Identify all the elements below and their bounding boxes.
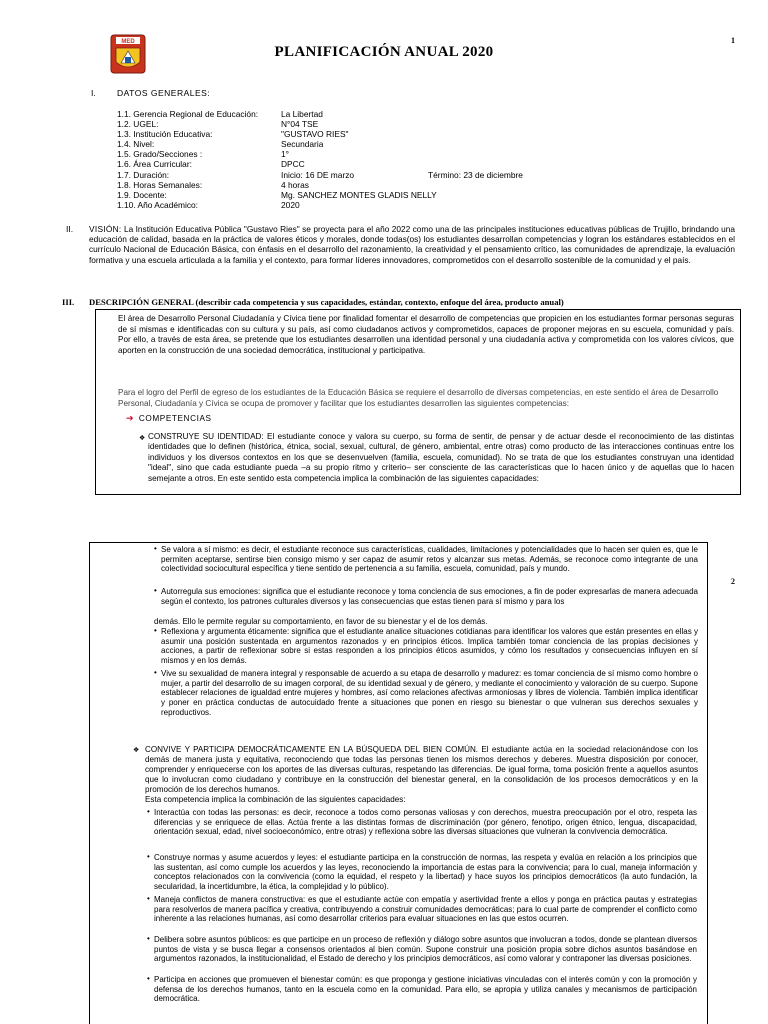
field-value: 4 horas bbox=[281, 179, 309, 190]
capacity-valora: Se valora a sí mismo: es decir, el estudiante reconoce sus características, cualidades, limitaciones y potencialidades que lo hacen ser quien es, que le permiten aceptarse, sentirse bien consigo mismo y ser capaz de asumir retos y alcanzar sus metas. Además, se reconoce como integrante de una colectividad sociocultural específica y tiene sentido de pertenencia a su familia, escuela, comunidad, país y mundo. bbox=[161, 545, 698, 574]
bullet-icon: • bbox=[147, 974, 150, 983]
bullet-icon: • bbox=[154, 668, 157, 677]
vision-label: VISIÓN: bbox=[89, 224, 122, 234]
competency-convive-text: CONVIVE Y PARTICIPA DEMOCRÁTICAMENTE EN LA BÚSQUEDA DEL BIEN COMÚN. El estudiante actúa en la sociedad relacionándose con los demás de manera justa y equitativa, reconociendo que todas las personas tienen los mismos derechos y deberes. Muestra disposición por conocer, comprender y enriquecerse con los aportes de las diversas culturas, respetando las diferencias. De igual forma, toma posición frente a aquellos asuntos que lo involucran como ciudadano y contribuye en la construcción del bienestar general, en la consolidación de los procesos democráticos y en la promoción de los derechos humanos. bbox=[145, 745, 698, 794]
arrow-bullet-icon: ➔ bbox=[126, 413, 135, 423]
description-box bbox=[95, 309, 741, 495]
capacity-item: Participa en acciones que promueven el bienestar común: es que proponga y gestione iniciativas vinculadas con el interés común y con la promoción y defensa de los derechos humanos, tanto en la escuela como en la comunidad. Para ello, se apropia y utiliza canales y mecanismos de participación democrática. bbox=[154, 975, 697, 1004]
document-title: PLANIFICACIÓN ANUAL 2020 bbox=[274, 44, 494, 60]
field-label: 1.7. Duración: bbox=[117, 169, 170, 180]
section-title: DATOS GENERALES: bbox=[117, 88, 211, 98]
end-date: Término: 23 de diciembre bbox=[428, 169, 523, 180]
capacity-item: Construye normas y asume acuerdos y leyes: el estudiante participa en la construcción de normas, las respeta y evalúa en relación a los principios que las sustentan, así como cumple los acuerdos y las leyes, reconociendo la importancia de estas para la convivencia; para lo cual, maneja información y conceptos relacionados con la convivencia (como la equidad, el respeto y la libertad) y hace suyos los principios democráticos (la auto fundación, la secularidad, la incertidumbre, la ética, la complejidad y lo público). bbox=[154, 853, 697, 891]
page-number: 1 bbox=[731, 36, 735, 45]
field-value: La Libertad bbox=[281, 109, 323, 119]
bullet-icon: • bbox=[154, 586, 157, 595]
capacity-reflexiona: Reflexiona y argumenta éticamente: significa que el estudiante analice situaciones cotidianas para identificar los valores que están presentes en ellas y asumir una posición sustentada en argumentos razonados y en principios éticos. Implica también tomar conciencia de las propias decisiones y acciones, a partir de reflexionar sobre si estas responden a los principios éticos asumidos, y cómo los resultados y consecuencias influyen en sí mismos y en los demás. bbox=[161, 627, 698, 665]
page-number: 2 bbox=[731, 577, 735, 586]
bullet-icon: • bbox=[147, 934, 150, 943]
competencias-label: COMPETENCIAS bbox=[138, 414, 212, 423]
capacity-sexualidad: Vive su sexualidad de manera integral y responsable de acuerdo a su etapa de desarrollo y madurez: es tomar conciencia de sí mismo como hombre o mujer, a partir del desarrollo de su imagen corporal, de su identidad sexual y de género, y mediante el conocimiento y valoración de su cuerpo. Supone establecer relaciones de igualdad entre mujeres y hombres, así como relaciones afectivas armoniosas y libres de violencia. También implica identificar y poner en práctica conductas de autocuidado frente a situaciones que ponen en riesgo su bienestar o que vulneran sus derechos sexuales y reproductivos. bbox=[161, 669, 698, 717]
competency-construye-identidad: CONSTRUYE SU IDENTIDAD: El estudiante conoce y valora su cuerpo, su forma de sentir, de pensar y de actuar desde el reconocimiento de las distintas identidades que lo definen (histórica, étnica, social, sexual, cultural, de género, ambiental, entre otras) como producto de las interacciones continuas entre los individuos y los diversos contextos en los que se desenvuelven (familia, escuela, comunidad). No se trata de que los estudiantes construyan una identidad "ideal", sino que cada estudiante pueda –a su propio ritmo y criterio– ser consciente de las características que lo hacen único y de aquellas que lo hacen semejante a otros. En este sentido esta competencia implica la combinación de las siguientes capacidades: bbox=[148, 432, 734, 483]
diamond-bullet-icon: ❖ bbox=[139, 435, 146, 442]
bullet-icon: • bbox=[154, 626, 157, 635]
field-label: 1.4. Nivel: bbox=[117, 139, 155, 150]
capacity-item: Interactúa con todas las personas: es decir, reconoce a todos como personas valiosas y con derechos, muestra preocupación por el otro, respeta las diferencias y se enriquece de ellas. Actúa frente a las distintas formas de discriminación (por género, fenotipo, origen étnico, lengua, discapacidad, orientación sexual, edad, nivel socioeconómico, entre otras) y reflexiona sobre las diversas situaciones que vulneran la convivencia democrática. bbox=[154, 808, 697, 837]
general-data-row bbox=[117, 159, 437, 169]
field-value: N°04 TSE bbox=[281, 119, 319, 130]
vision-text: La Institución Educativa Pública "Gustavo Ries" se proyecta para el año 2022 como una de las principales instituciones educativas públicas de Trujillo, brindando una educación de calidad, basada en la práctica de valores éticos y morales, donde todas(os) los estudiantes desarrollan competencias y logran los estándares establecidos en el currículo Nacional de Educación Básica, con énfasis en el desarrollo del razonamiento, la creatividad y el pensamiento crítico, las comunidades de aprendizaje, la evaluación formativa y una escuela articulada a la familia y el contexto, para formar líderes innovadores, comprometidos con el desarrollo sostenible de la comunidad y el país. bbox=[89, 224, 735, 265]
section-number: III. bbox=[62, 297, 75, 307]
svg-text:MED: MED bbox=[121, 39, 135, 45]
field-label: 1.10. Año Académico: bbox=[117, 199, 199, 210]
section-number: I. bbox=[91, 88, 96, 98]
field-label: 1.9. Docente: bbox=[117, 189, 167, 200]
competencias-heading bbox=[126, 413, 212, 424]
vision-paragraph bbox=[89, 224, 735, 265]
area-description: El área de Desarrollo Personal Ciudadanía y Cívica tiene por finalidad fomentar el desarrollo de competencias que propicien en los estudiantes formar personas seguras de sí mismas e identificadas con su cultura y su país, así como ciudadanos activos y comprometidos, capaces de proponer mejoras en su escuela, comunidad y país. Por ello, a través de esta área, se pretende que los estudiantes desarrollen una identidad personal y una ciudadanía activa y comprometida con los valores cívicos, que aporten en la construcción de una sociedad democrática, institucional y participativa. bbox=[118, 314, 734, 355]
field-value: 1° bbox=[281, 149, 290, 160]
field-value: Inicio: 16 DE marzo bbox=[281, 169, 355, 180]
capacity-item: Maneja conflictos de manera constructiva: es que el estudiante actúe con empatía y asertividad frente a ellos y ponga en práctica pautas y estrategias para resolverlos de manera pacífica y creativa, contribuyendo a construir comunidades democráticas; para lo cual parte de comprender el conflicto como inherente a las relaciones humanas, así como desarrollar criterios para evaluar situaciones en las que estos ocurren. bbox=[154, 895, 697, 924]
field-value: Secundaria bbox=[281, 139, 324, 150]
general-data-row bbox=[117, 119, 437, 129]
bullet-icon: • bbox=[147, 852, 150, 861]
section-number: II. bbox=[66, 224, 74, 234]
general-data-list bbox=[117, 109, 523, 210]
profile-paragraph: Para el logro del Perfil de egreso de los estudiantes de la Educación Básica se requiere el desarrollo de diversas competencias, en este sentido el área de Desarrollo Personal, Ciudadanía y Cívica se ocupa de promover y facilitar que los estudiantes desarrollen las siguientes competencias: bbox=[118, 388, 719, 408]
general-data-row bbox=[117, 190, 437, 200]
field-label: 1.5. Grado/Secciones : bbox=[117, 149, 203, 160]
field-value: "GUSTAVO RIES" bbox=[281, 129, 349, 140]
general-data-row bbox=[117, 139, 437, 149]
field-value: 2020 bbox=[281, 199, 300, 210]
general-data-row bbox=[117, 129, 437, 139]
field-value: Mg. SANCHEZ MONTES GLADIS NELLY bbox=[281, 189, 437, 200]
bullet-icon: • bbox=[147, 894, 150, 903]
general-data-row bbox=[117, 180, 437, 190]
field-label: 1.3. Institución Educativa: bbox=[117, 129, 213, 140]
field-label: 1.1. Gerencia Regional de Educación: bbox=[117, 109, 259, 119]
general-data-row bbox=[117, 200, 437, 210]
general-data-row bbox=[117, 109, 437, 119]
capacity-item: Delibera sobre asuntos públicos: es que participe en un proceso de reflexión y diálogo sobre asuntos que involucran a todos, donde se plantean diversos puntos de vista y se busca llegar a consensos orientados al bien común. Supone construir una posición propia sobre dichos asuntos basándose en argumentos razonados, la institucionalidad, el Estado de derecho y los principios democráticos, así como valorar y contraponer las diversas posiciones. bbox=[154, 935, 698, 964]
competency-convive-intro: Esta competencia implica la combinación de las siguientes capacidades: bbox=[145, 794, 406, 804]
general-data-row bbox=[117, 169, 523, 180]
field-label: 1.2. UGEL: bbox=[117, 119, 159, 130]
bullet-icon: • bbox=[147, 807, 150, 816]
capacity-autorregula-cont: demás. Ello le permite regular su comportamiento, en favor de su bienestar y el de los demás. bbox=[154, 617, 488, 626]
field-label: 1.8. Horas Semanales: bbox=[117, 179, 203, 190]
competency-convive bbox=[145, 745, 698, 804]
general-data-row bbox=[117, 149, 437, 159]
field-label: 1.6. Área Curricular: bbox=[117, 159, 192, 170]
field-value: DPCC bbox=[281, 159, 305, 170]
diamond-bullet-icon: ❖ bbox=[133, 747, 140, 754]
bullet-icon: • bbox=[154, 544, 157, 553]
capacity-autorregula: Autorregula sus emociones: significa que el estudiante reconoce y toma conciencia de sus emociones, a fin de poder expresarlas de manera adecuada según el contexto, los patrones culturales diversos y las consecuencias que estas tienen para sí mismo y para los bbox=[161, 587, 698, 606]
section-title: DESCRIPCIÓN GENERAL (describir cada competencia y sus capacidades, estándar, contexto, enfoque del área, producto anual) bbox=[89, 297, 564, 307]
